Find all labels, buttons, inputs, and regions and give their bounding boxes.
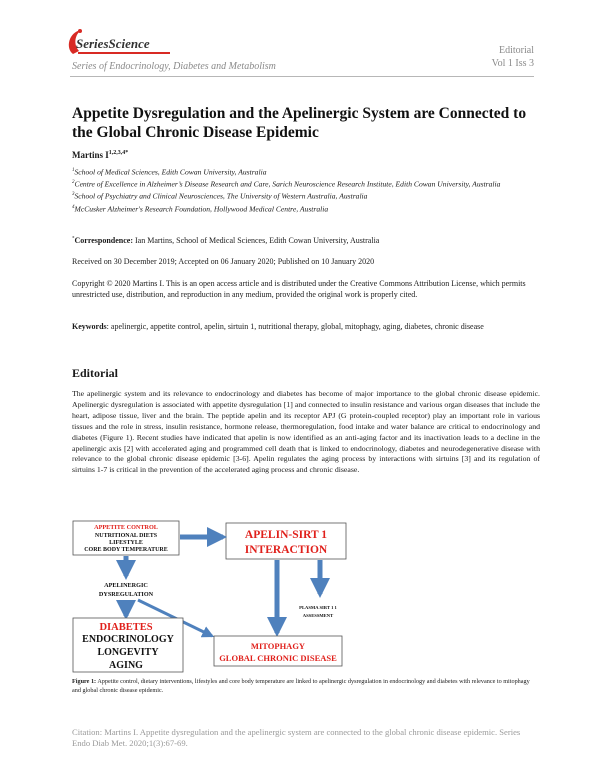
header-rule [70, 76, 534, 77]
svg-text:DYSREGULATION: DYSREGULATION [98, 591, 154, 598]
article-badge [492, 44, 534, 70]
volume-issue: Vol 1 Iss 3 [491, 58, 534, 69]
copyright-notice: Copyright © 2020 Martins I. This is an open access article and is distributed under the Creative Commons Attribution License, which permits unrestricted use, distribution, and reproduction in any medium, provided the original work is properly cited. [72, 279, 526, 299]
svg-text:ENDOCRINOLOGY: ENDOCRINOLOGY [82, 634, 174, 645]
apelinergic-dysregulation-label: APELINERGIC [104, 582, 148, 589]
diabetes-label: DIABETES [99, 622, 153, 633]
correspondence: *Correspondence: Ian Martins, School of Medical Sciences, Edith Cowan University, Australia [72, 236, 380, 245]
caption-label: Figure 1: [72, 678, 97, 685]
caption-text: Appetite control, dietary interventions, lifestyles and core body temperature are linked to apelinergic dysregulation in endocrinology and diabetes with relevance to mitophagy and global chronic disease epidemic. [72, 678, 530, 694]
apelin-sirt1-label: APELIN-SIRT 1 [244, 529, 328, 541]
affiliation-item: $^4$McCusker Alzheimer's Research Foundation, Hollywood Medical Centre, Australia [72, 204, 329, 214]
svg-text:ASSESSMENT: ASSESSMENT [302, 613, 334, 618]
journal-name: Series of Endocrinology, Diabetes and Metabolism [72, 61, 276, 72]
keywords [72, 322, 540, 333]
article-title: Appetite Dysregulation and the Apelinergic System are Connected to the Global Chronic Disease Epidemic [72, 105, 527, 141]
author-line [72, 150, 128, 160]
figure-caption [72, 678, 540, 695]
publication-dates: Received on 30 December 2019; Accepted on 06 January 2020; Published on 10 January 2020 [72, 257, 375, 266]
mitophagy-label: MITOPHAGY [250, 641, 306, 651]
affiliation-item: $^3$School of Psychiatry and Clinical Neurosciences, The University of Western Australia, Australia [72, 192, 368, 201]
journal-logo [64, 24, 194, 64]
svg-text:GLOBAL CHRONIC DISEASE: GLOBAL CHRONIC DISEASE [219, 653, 337, 663]
affiliation-item: $^2$Centre of Excellence in Alzheimer’s Disease Research and Care, Sarich Neuroscience Research Institute, Edith Cowan University, Australia [72, 179, 501, 189]
svg-text:LONGEVITY: LONGEVITY [97, 647, 159, 658]
svg-text:NUTRITIONAL DIETS: NUTRITIONAL DIETS [94, 533, 158, 539]
author-name: Martins I [72, 150, 109, 160]
svg-text:INTERACTION: INTERACTION [244, 544, 328, 556]
svg-text:AGING: AGING [109, 660, 143, 671]
correspondence-text: Ian Martins, School of Medical Sciences, Edith Cowan University, Australia [133, 236, 380, 245]
svg-text:CORE BODY TEMPERATURE: CORE BODY TEMPERATURE [84, 547, 168, 553]
keywords-label: Keywords [72, 322, 107, 331]
author-affil-sup: 1,2,3,4* [108, 150, 129, 156]
citation-footer: Citation: Martins I. Appetite dysregulation and the apelinergic system are connected to the global chronic disease epidemic. Series Endo Diab Met. 2020;1(3):67-69. [72, 727, 521, 748]
plasma-sirt-label: PLASMA SIRT 1 1 [299, 605, 337, 610]
logo-text: SeriesScience [76, 36, 150, 51]
keywords-text: : apelinergic, appetite control, apelin, sirtuin 1, nutritional therapy, global, mitophagy, aging, diabetes, chronic disease [106, 322, 484, 331]
body-paragraph: The apelinergic system and its relevance to endocrinology and diabetes has become of major importance to the global chronic disease epidemic. Apelinergic dysregulation is associated with appetite dysregulation [1] and connected to insulin resistance and various organ diseases that include the heart, adipose tissue, liver and the brain. The peptide apelin and its receptor APJ (G protein-coupled receptor) play an important role in various tissues and the role in stress, insulin resistance, hormone release, thermoregulation, food intake and water balance are critical to endocrinology and diabetes (Figure 1). Recent studies have indicated that apelin is now identified as an anti-aging factor and its inactivation leads to a decline in the apelinergic axis [2] with accelerated aging and programmed cell death that is linked to endocrinology, diabetes and neurodegenerative disease with relevance to the global chronic disease epidemic [3-6]. Apelin regulates the aging process by interactions with sirtuins [3] and its regulation of sirtuins 1-7 is critical in the prevention of the accelerated aging process and chronic disease. [72, 389, 540, 475]
correspondence-label: Correspondence: [74, 236, 134, 245]
svg-text:LIFESTYLE: LIFESTYLE [109, 540, 143, 546]
appetite-control-label: APPETITE CONTROL [94, 524, 158, 531]
affiliations [72, 166, 540, 215]
figure-1-diagram [72, 518, 537, 676]
affiliation-item: $^1$School of Medical Sciences, Edith Cowan University, Australia [72, 167, 267, 177]
article-type: Editorial [499, 45, 534, 56]
section-heading: Editorial [72, 366, 119, 380]
